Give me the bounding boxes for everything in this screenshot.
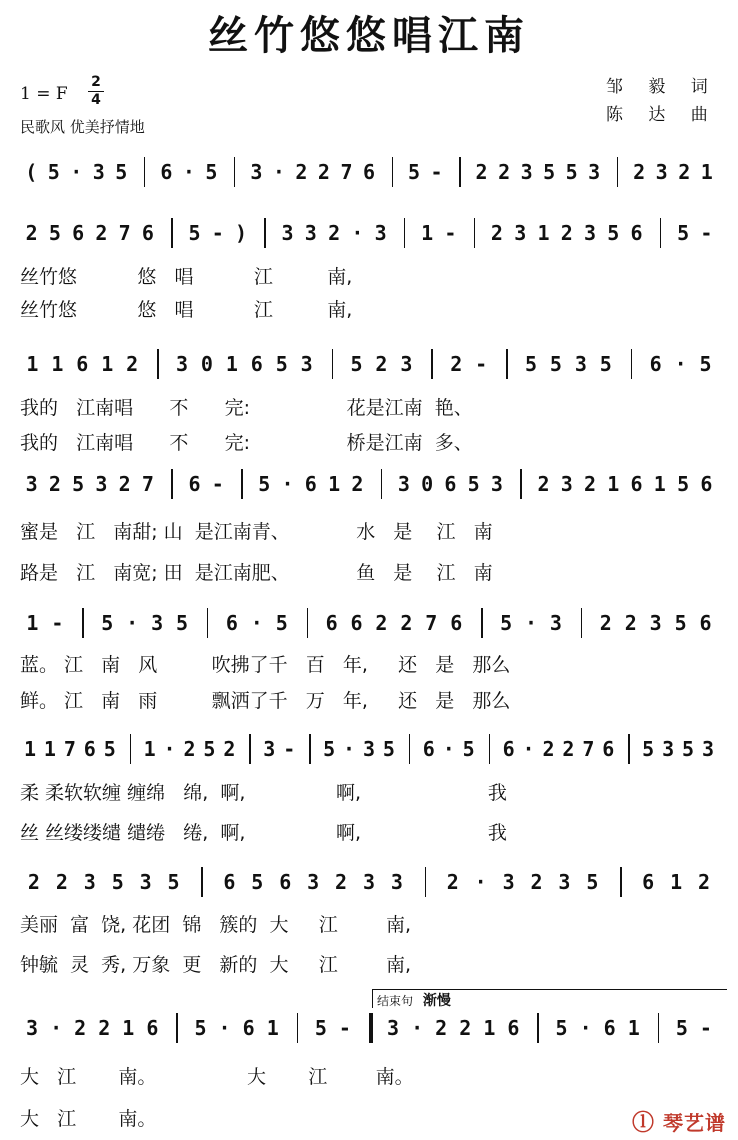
note: 6 (444, 472, 457, 496)
note: 3 (374, 221, 387, 245)
barline (617, 157, 619, 187)
note: 6 (146, 1016, 159, 1040)
note: 2 (351, 472, 364, 496)
lyric-row-3-1 (0, 393, 738, 417)
note: 2 (48, 472, 61, 496)
lyric-row-4-1 (0, 517, 738, 541)
time-signature-bottom: 4 (91, 92, 101, 108)
note: 1 (266, 1016, 279, 1040)
note: 6 (160, 160, 173, 184)
barline (201, 867, 203, 897)
barline (631, 349, 633, 379)
barline (506, 349, 508, 379)
note: 6 (225, 611, 238, 635)
note: 1 (537, 221, 550, 245)
note: 3 (281, 221, 294, 245)
barline (144, 157, 146, 187)
note: 6 (304, 472, 317, 496)
note: 6 (76, 352, 89, 376)
note: 3 (400, 352, 413, 376)
note: 2 (400, 611, 413, 635)
note: 5 (176, 611, 189, 635)
note: 3 (549, 611, 562, 635)
logo-text: 琴艺谱 (662, 1111, 726, 1135)
time-signature (88, 74, 104, 109)
note: 6 (362, 160, 376, 184)
note: 1 (122, 1016, 135, 1040)
tempo-change: 渐慢 (422, 993, 451, 1009)
note: 1 (43, 737, 56, 761)
note: 5 (699, 352, 712, 376)
note: 6 (279, 870, 292, 894)
barline (628, 734, 630, 764)
barline (241, 469, 243, 499)
note: 7 (141, 472, 154, 496)
note: 2 (118, 472, 131, 496)
note: 2 (98, 1016, 111, 1040)
note: 2 (490, 221, 503, 245)
lyric-text: 钟毓 灵 秀, 万象 更 新的 大 江 南, (20, 954, 412, 976)
note: 3 (307, 870, 320, 894)
barline (658, 1013, 660, 1043)
note: 3 (176, 352, 189, 376)
note: · (272, 160, 285, 184)
logo-icon: ⓛ (632, 1111, 656, 1136)
barline (309, 734, 311, 764)
note: 2 (317, 160, 330, 184)
note: 6 (642, 870, 655, 894)
barline (157, 349, 159, 379)
note: 5 (205, 160, 218, 184)
repeat-barline (369, 1013, 373, 1043)
note: 1 (607, 472, 620, 496)
note: 5 (103, 737, 116, 761)
note: 2 (74, 1016, 87, 1040)
note: · (411, 1016, 424, 1040)
note: 3 (584, 221, 597, 245)
note: 5 (543, 160, 556, 184)
note: · (281, 472, 294, 496)
note: 3 (250, 160, 263, 184)
note: 5 (203, 737, 216, 761)
lyric-text: 大 江 南。 大 江 南。 (20, 1066, 414, 1088)
note: 3 (92, 160, 105, 184)
note: · (70, 160, 83, 184)
lyric-text: 蓝。 江 南 风 吹拂了千 百 年, 还 是 那么 (20, 654, 511, 676)
barline (234, 157, 236, 187)
note: 7 (425, 611, 438, 635)
barline (537, 1013, 539, 1043)
lyric-text: 鲜。 江 南 雨 飘洒了千 万 年, 还 是 那么 (20, 690, 511, 712)
note: 2 (328, 221, 341, 245)
note: 3 (83, 870, 96, 894)
note: - (430, 160, 443, 184)
barline (176, 1013, 178, 1043)
note: 6 (223, 870, 236, 894)
note: 2 (678, 160, 691, 184)
lyric-row-8-1 (0, 1062, 738, 1086)
note: 3 (387, 1016, 400, 1040)
note: 5 (115, 160, 128, 184)
note: 2 (537, 472, 550, 496)
barline (481, 608, 483, 638)
note: 5 (675, 1016, 688, 1040)
note: 2 (475, 160, 488, 184)
note: 2 (599, 611, 612, 635)
note: 3 (588, 160, 601, 184)
lyric-text: 丝竹悠 悠 唱 江 南, (20, 266, 353, 288)
lyric-row-6-2 (0, 818, 738, 842)
note: 6 (502, 737, 515, 761)
lyric-text: 柔 柔软软缠 缠绵 绵, 啊, 啊, 我 (20, 782, 507, 804)
note: 5 (382, 737, 395, 761)
note: 3 (502, 870, 515, 894)
note: 2 (562, 737, 575, 761)
lyric-text: 丝竹悠 悠 唱 江 南, (20, 299, 353, 321)
note: 3 (300, 352, 313, 376)
lyric-row-2-2 (0, 295, 738, 319)
note: 5 (111, 870, 124, 894)
note: ( (25, 160, 38, 184)
note: 1 (483, 1016, 496, 1040)
note: 2 (295, 160, 308, 184)
barline (130, 734, 132, 764)
note: - (283, 737, 296, 761)
note: 3 (139, 870, 152, 894)
barline (171, 218, 173, 248)
note: - (338, 1016, 351, 1040)
note: 3 (362, 870, 376, 894)
note: 2 (223, 737, 236, 761)
lyric-text: 大 江 南。 (20, 1108, 157, 1130)
note: · (525, 611, 538, 635)
lyric-text: 蜜是 江 南甜; 山 是江南青、 水 是 江 南 (20, 521, 493, 543)
note: · (126, 611, 139, 635)
note: 5 (314, 1016, 327, 1040)
note: 5 (549, 352, 562, 376)
note: 5 (500, 611, 513, 635)
note: 1 (225, 352, 238, 376)
note: 0 (200, 352, 213, 376)
note: 3 (397, 472, 410, 496)
note: 2 (25, 221, 38, 245)
note: 1 (23, 737, 36, 761)
barline (474, 218, 476, 248)
note: 5 (586, 870, 599, 894)
note: · (250, 611, 263, 635)
note: - (700, 221, 713, 245)
note: 5 (275, 352, 288, 376)
note: 2 (542, 737, 555, 761)
composer-credit: 陈 达 曲 (606, 105, 718, 125)
note: 5 (555, 1016, 568, 1040)
note: 2 (624, 611, 637, 635)
note: · (579, 1016, 592, 1040)
note: - (444, 221, 457, 245)
note: 2 (459, 1016, 472, 1040)
barline (489, 734, 491, 764)
note: · (50, 1016, 63, 1040)
note: 6 (141, 221, 154, 245)
note: · (442, 737, 455, 761)
note: 2 (698, 870, 711, 894)
lyric-row-6-1 (0, 778, 738, 802)
note: 6 (507, 1016, 520, 1040)
note: 6 (450, 611, 463, 635)
note: 6 (422, 737, 435, 761)
note: 5 (565, 160, 578, 184)
barline (264, 218, 266, 248)
note: 7 (118, 221, 131, 245)
note: 6 (602, 737, 615, 761)
note: 1 (670, 870, 683, 894)
note: 5 (408, 160, 421, 184)
note: · (351, 221, 364, 245)
note: 6 (83, 737, 96, 761)
note: 3 (263, 737, 276, 761)
note: 2 (584, 472, 597, 496)
key-signature: 1 = F (20, 84, 68, 104)
barline (431, 349, 433, 379)
note: · (474, 870, 487, 894)
ending-label: 结束句 (377, 994, 414, 1008)
note: 3 (662, 737, 675, 761)
lyric-text: 我的 江南唱 不 完: 花是江南 艳、 (20, 397, 473, 419)
note: 5 (194, 1016, 207, 1040)
note: 5 (258, 472, 271, 496)
note: 5 (47, 160, 60, 184)
note: ) (235, 221, 248, 245)
note: 2 (55, 870, 68, 894)
lyric-text: 丝 丝缕缕缱 缱绻 绻, 啊, 啊, 我 (20, 822, 507, 844)
note: 2 (633, 160, 646, 184)
note: 2 (530, 870, 543, 894)
note: 3 (649, 611, 662, 635)
lyric-row-7-2 (0, 950, 738, 974)
note: 1 (328, 472, 341, 496)
note: 6 (630, 221, 643, 245)
note: - (211, 221, 224, 245)
note: 2 (95, 221, 108, 245)
note: - (51, 611, 64, 635)
lyric-row-3-2 (0, 428, 738, 452)
note: 3 (520, 160, 533, 184)
barline (581, 608, 583, 638)
note: 5 (101, 611, 114, 635)
note: 3 (514, 221, 527, 245)
note: 1 (26, 611, 39, 635)
note: 5 (188, 221, 201, 245)
note: 2 (375, 352, 388, 376)
note: 6 (250, 352, 263, 376)
note: 3 (701, 737, 715, 761)
barline (392, 157, 394, 187)
note: 1 (700, 160, 713, 184)
ending-marker (372, 989, 727, 1008)
lyric-text: 路是 江 南宽; 田 是江南肥、 鱼 是 江 南 (20, 562, 493, 584)
lyric-row-2-1 (0, 262, 738, 286)
note: 3 (151, 611, 164, 635)
note: 0 (421, 472, 434, 496)
note: 3 (655, 160, 668, 184)
note: 5 (462, 737, 475, 761)
note: 5 (72, 472, 85, 496)
note: 2 (450, 352, 463, 376)
note: 5 (323, 737, 336, 761)
lyric-text: 我的 江南唱 不 完: 桥是江南 多、 (20, 432, 473, 454)
note: 3 (304, 221, 317, 245)
note: 5 (677, 221, 690, 245)
barline (520, 469, 522, 499)
note: 3 (26, 1016, 39, 1040)
note: 6 (350, 611, 363, 635)
note: 5 (48, 221, 61, 245)
barline (381, 469, 383, 499)
note: 5 (607, 221, 620, 245)
note: 6 (649, 352, 662, 376)
note: 6 (325, 611, 338, 635)
note: 1 (421, 221, 434, 245)
lyricist-credit: 邹 毅 词 (606, 77, 718, 97)
note: 6 (72, 221, 85, 245)
song-title: 丝竹悠悠唱江南 (208, 13, 530, 59)
note: 5 (350, 352, 363, 376)
note: · (163, 737, 176, 761)
note: 5 (275, 611, 288, 635)
note: 3 (362, 737, 376, 761)
note: 2 (27, 870, 40, 894)
note: 5 (167, 870, 180, 894)
note: 1 (143, 737, 156, 761)
lyric-row-7-1 (0, 910, 738, 934)
note: 2 (560, 221, 573, 245)
note: 5 (682, 737, 695, 761)
barline (332, 349, 334, 379)
note: - (475, 352, 488, 376)
barline (171, 469, 173, 499)
barline (249, 734, 251, 764)
lyric-row-5-2 (0, 686, 738, 710)
note: · (182, 160, 195, 184)
note: 2 (375, 611, 388, 635)
note: 2 (126, 352, 139, 376)
note: 3 (560, 472, 573, 496)
barline (409, 734, 411, 764)
note: 6 (242, 1016, 255, 1040)
note: 2 (435, 1016, 448, 1040)
note: 5 (677, 472, 690, 496)
note: 3 (490, 472, 503, 496)
barline (82, 608, 84, 638)
style-marking: 民歌风 优美抒情地 (20, 118, 145, 136)
note: 5 (251, 870, 264, 894)
note: 5 (674, 611, 687, 635)
note: 3 (25, 472, 38, 496)
note: 6 (700, 472, 713, 496)
note: 6 (699, 611, 712, 635)
note: 3 (390, 870, 403, 894)
note: - (699, 1016, 712, 1040)
barline (404, 218, 406, 248)
note: · (218, 1016, 231, 1040)
note: 5 (467, 472, 480, 496)
note: 3 (95, 472, 108, 496)
barline (660, 218, 662, 248)
note: 1 (51, 352, 64, 376)
note: 7 (582, 737, 595, 761)
note: 1 (26, 352, 39, 376)
note: 2 (446, 870, 459, 894)
time-signature-top: 2 (91, 74, 101, 90)
barline (425, 867, 427, 897)
note: 7 (63, 737, 76, 761)
note: 3 (558, 870, 571, 894)
barline (207, 608, 209, 638)
note: 2 (183, 737, 196, 761)
note: 7 (340, 160, 353, 184)
barline (459, 157, 461, 187)
note: 2 (335, 870, 348, 894)
note: 3 (574, 352, 587, 376)
note: 6 (630, 472, 643, 496)
note: 5 (642, 737, 655, 761)
note: · (343, 737, 356, 761)
site-logo (632, 1106, 726, 1137)
staff-line-1 (0, 155, 738, 219)
note: 5 (525, 352, 538, 376)
lyric-row-8-2 (0, 1104, 738, 1128)
note: 2 (498, 160, 511, 184)
barline (307, 608, 309, 638)
note: 5 (599, 352, 612, 376)
note: 6 (603, 1016, 616, 1040)
note: 1 (101, 352, 114, 376)
note: - (211, 472, 224, 496)
lyric-row-4-2 (0, 558, 738, 582)
note: · (674, 352, 687, 376)
barline (297, 1013, 299, 1043)
barline (620, 867, 622, 897)
note: 1 (653, 472, 666, 496)
note: 6 (188, 472, 201, 496)
note: 1 (627, 1016, 640, 1040)
lyric-text: 美丽 富 饶, 花团 锦 簇的 大 江 南, (20, 914, 412, 936)
note: · (522, 737, 535, 761)
lyric-row-5-1 (0, 650, 738, 674)
